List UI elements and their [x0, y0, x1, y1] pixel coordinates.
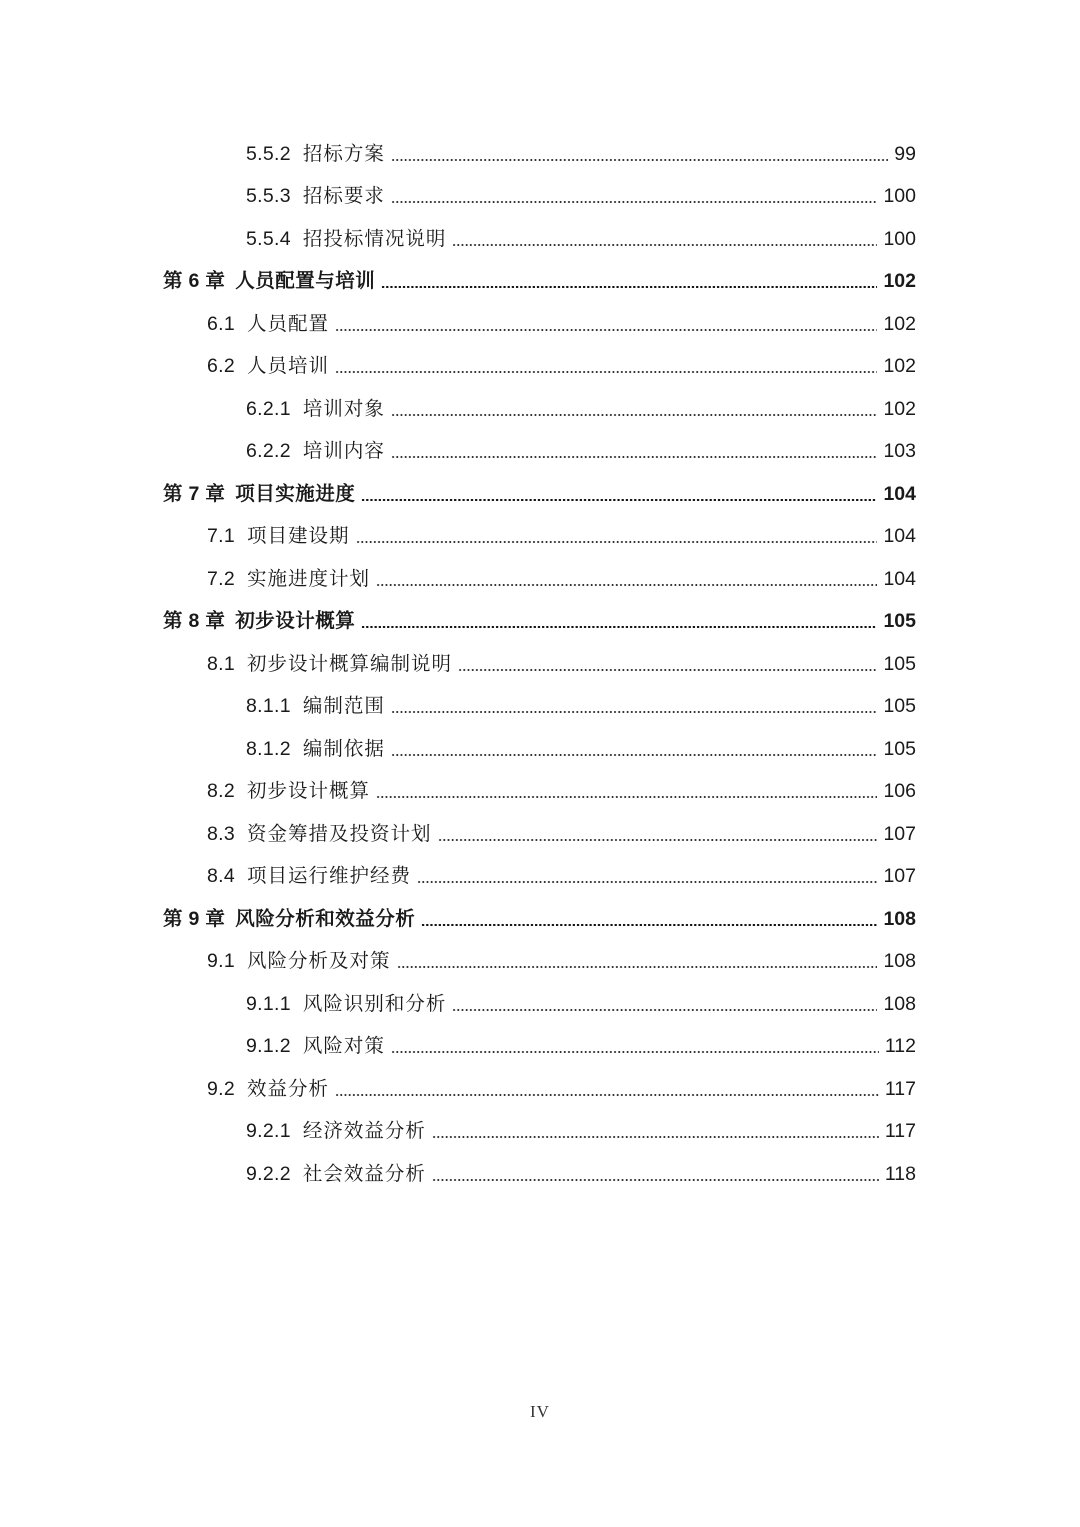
toc-entry[interactable] [246, 1156, 916, 1186]
toc-entry[interactable] [207, 306, 916, 336]
toc-entry-number: 7.1 [207, 525, 236, 547]
toc-entry-page: 104 [883, 568, 916, 590]
toc-entry-page: 102 [883, 313, 916, 335]
toc-dot-leader [361, 499, 877, 501]
toc-dot-leader [432, 1136, 879, 1138]
toc-entry-page: 102 [883, 270, 916, 292]
toc-entry-page: 108 [883, 908, 916, 930]
toc-entry-title: 编制范围 [302, 695, 385, 717]
toc-entry-number: 9.2.1 [246, 1120, 291, 1142]
toc-entry-page: 99 [894, 143, 916, 165]
toc-entry-title: 项目运行维护经费 [247, 865, 412, 887]
toc-entry-number: 9.2.2 [246, 1163, 291, 1185]
toc-entry[interactable] [246, 391, 916, 421]
toc-chapter-entry[interactable] [163, 476, 916, 506]
toc-entry[interactable] [207, 943, 916, 973]
toc-entry-page: 104 [883, 525, 916, 547]
toc-dot-leader [438, 839, 878, 841]
toc-entry[interactable] [207, 1071, 916, 1101]
toc-entry-number: 9.1 [207, 950, 236, 972]
toc-entry-title: 初步设计概算编制说明 [247, 653, 453, 675]
toc-entry-number: 第 8 章 [163, 610, 226, 632]
toc-entry-number: 5.5.4 [246, 228, 291, 250]
toc-entry[interactable] [246, 731, 916, 761]
toc-dot-leader [335, 1094, 879, 1096]
toc-entry-title: 资金筹措及投资计划 [247, 823, 432, 845]
toc-entry-number: 第 7 章 [163, 483, 226, 505]
toc-dot-leader [391, 201, 878, 203]
toc-entry-title: 风险分析和效益分析 [235, 908, 416, 930]
toc-entry-title: 效益分析 [247, 1078, 330, 1100]
toc-entry-number: 8.3 [207, 823, 236, 845]
toc-entry-title: 社会效益分析 [302, 1163, 426, 1185]
toc-entry-page: 105 [883, 653, 916, 675]
toc-entry-title: 初步设计概算 [247, 780, 371, 802]
toc-entry-page: 104 [883, 483, 916, 505]
toc-entry-title: 招投标情况说明 [302, 228, 447, 250]
toc-entry-title: 风险分析及对策 [247, 950, 391, 972]
toc-entry[interactable] [207, 348, 916, 378]
toc-entry-title: 招标方案 [302, 143, 385, 165]
toc-entry-number: 8.1 [207, 653, 236, 675]
toc-dot-leader [391, 159, 888, 161]
toc-dot-leader [391, 711, 878, 713]
toc-entry-title: 风险识别和分析 [302, 993, 447, 1015]
toc-entry-number: 5.5.2 [246, 143, 291, 165]
toc-entry-page: 105 [883, 695, 916, 717]
toc-entry[interactable] [207, 816, 916, 846]
toc-dot-leader [391, 456, 878, 458]
toc-dot-leader [335, 329, 877, 331]
toc-entry[interactable] [246, 433, 916, 463]
toc-entry-title: 实施进度计划 [247, 568, 371, 590]
toc-entry[interactable] [246, 688, 916, 718]
toc-dot-leader [391, 414, 878, 416]
toc-entry[interactable] [207, 518, 916, 548]
toc-chapter-entry[interactable] [163, 263, 916, 293]
toc-entry[interactable] [246, 1113, 916, 1143]
toc-entry-page: 105 [883, 738, 916, 760]
toc-entry-page: 102 [883, 355, 916, 377]
toc-dot-leader [452, 1009, 877, 1011]
toc-entry-title: 人员配置 [247, 313, 330, 335]
toc-entry-title: 培训内容 [302, 440, 385, 462]
toc-entry-page: 105 [883, 610, 916, 632]
toc-dot-leader [361, 626, 877, 628]
toc-entry-page: 108 [883, 993, 916, 1015]
toc-dot-leader [381, 286, 877, 288]
toc-entry-number: 9.2 [207, 1078, 236, 1100]
toc-entry-page: 117 [884, 1078, 916, 1100]
toc-entry-number: 5.5.3 [246, 185, 291, 207]
toc-entry-title: 项目实施进度 [235, 483, 356, 505]
toc-entry-number: 第 9 章 [163, 908, 226, 930]
toc-dot-leader [391, 1051, 879, 1053]
toc-entry[interactable] [246, 1028, 916, 1058]
toc-entry-page: 118 [884, 1163, 916, 1185]
toc-entry-number: 8.2 [207, 780, 236, 802]
toc-entry-number: 6.2.2 [246, 440, 291, 462]
toc-entry-number: 9.1.1 [246, 993, 291, 1015]
toc-entry-page: 100 [883, 185, 916, 207]
toc-entry-title: 编制依据 [302, 738, 385, 760]
toc-entry-number: 7.2 [207, 568, 236, 590]
toc-entry-title: 初步设计概算 [235, 610, 356, 632]
toc-entry-number: 第 6 章 [163, 270, 226, 292]
toc-dot-leader [417, 881, 877, 883]
page-number: IV [530, 1402, 550, 1421]
toc-dot-leader [356, 541, 878, 543]
toc-dot-leader [452, 244, 877, 246]
toc-entry-page: 100 [883, 228, 916, 250]
toc-entry-title: 经济效益分析 [302, 1120, 426, 1142]
toc-dot-leader [432, 1179, 879, 1181]
toc-dot-leader [376, 796, 877, 798]
toc-entry-number: 6.1 [207, 313, 236, 335]
toc-entry-number: 6.2.1 [246, 398, 291, 420]
toc-entry-title: 风险对策 [302, 1035, 385, 1057]
toc-entry-number: 8.1.1 [246, 695, 291, 717]
toc-entry-page: 107 [883, 865, 916, 887]
toc-entry[interactable] [207, 773, 916, 803]
toc-entry[interactable] [207, 858, 916, 888]
toc-chapter-entry[interactable] [163, 603, 916, 633]
toc-entry-page: 108 [883, 950, 916, 972]
toc-entry-number: 8.1.2 [246, 738, 291, 760]
toc-entry[interactable] [246, 221, 916, 251]
toc-entry-page: 107 [883, 823, 916, 845]
toc-entry-title: 招标要求 [302, 185, 385, 207]
toc-entry-number: 8.4 [207, 865, 236, 887]
toc-entry-number: 6.2 [207, 355, 236, 377]
toc-entry-title: 人员配置与培训 [235, 270, 376, 292]
toc-chapter-entry[interactable] [163, 901, 916, 931]
toc-entry-title: 人员培训 [247, 355, 330, 377]
toc-entry-page: 106 [883, 780, 916, 802]
toc-entry-title: 项目建设期 [247, 525, 350, 547]
toc-entry-page: 117 [884, 1120, 916, 1142]
toc-entry[interactable] [207, 561, 916, 591]
toc-entry-page: 112 [884, 1035, 916, 1057]
toc-entry[interactable] [246, 178, 916, 208]
toc-dot-leader [376, 584, 877, 586]
toc-entry-page: 103 [883, 440, 916, 462]
toc-dot-leader [458, 669, 877, 671]
toc-entry[interactable] [246, 986, 916, 1016]
toc-entry[interactable] [246, 136, 916, 166]
toc-entry-number: 9.1.2 [246, 1035, 291, 1057]
toc-entry-page: 102 [883, 398, 916, 420]
toc-dot-leader [421, 924, 877, 926]
toc-dot-leader [397, 966, 878, 968]
toc-dot-leader [335, 371, 877, 373]
toc-dot-leader [391, 754, 878, 756]
toc-entry[interactable] [207, 646, 916, 676]
toc-entry-title: 培训对象 [302, 398, 385, 420]
